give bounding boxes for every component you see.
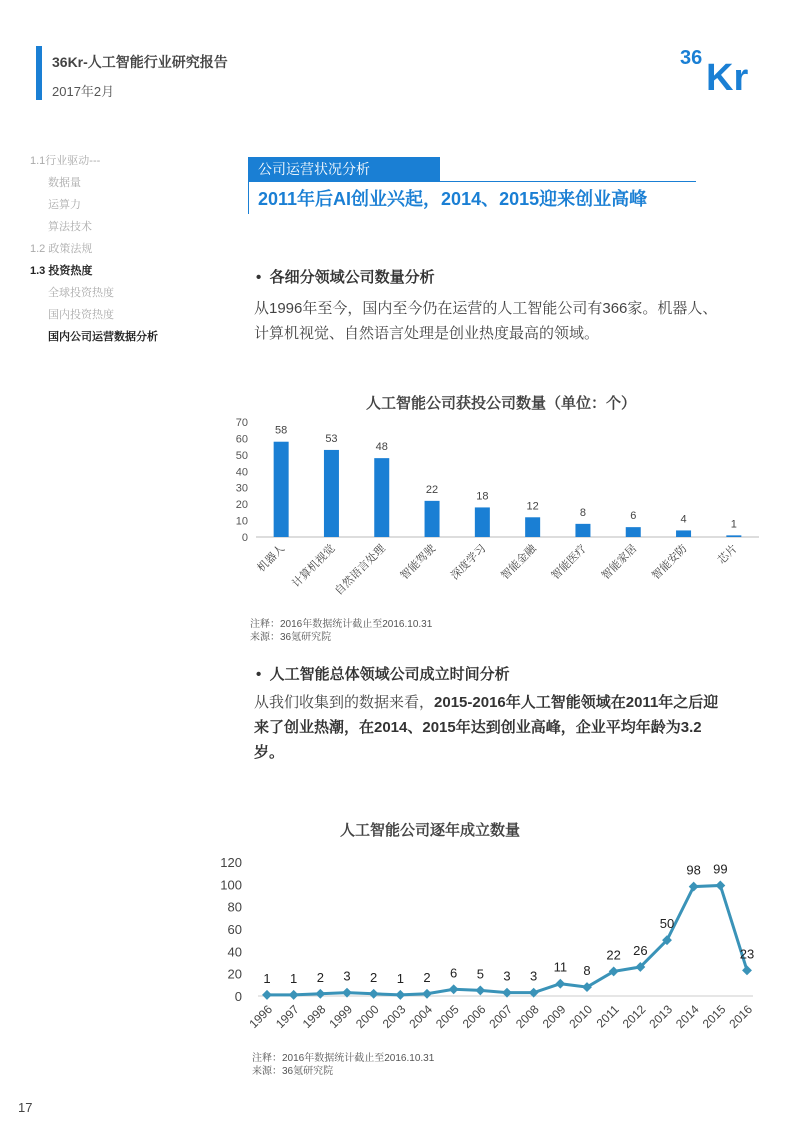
bar-data-label: 6 (630, 510, 637, 523)
data-point (449, 984, 459, 994)
point-data-label: 8 (583, 963, 591, 979)
x-tick-label: 2011 (593, 1002, 622, 1031)
x-tick-label: 1997 (273, 1002, 302, 1032)
point-data-label: 98 (686, 862, 701, 878)
paragraph-1: 从1996年至今，国内至今仍在运营的人工智能公司有366家。机器人、计算机视觉、自然语言处理是创业热度最高的领域。 (254, 300, 718, 342)
bullet-text: 各细分领域公司数量分析 (269, 269, 435, 286)
point-data-label: 3 (503, 968, 511, 984)
y-tick-label: 0 (241, 532, 248, 544)
toc-item[interactable]: 算法技术 (48, 221, 92, 233)
data-point (555, 979, 565, 989)
point-data-label: 1 (396, 970, 404, 986)
page-number: 17 (18, 1100, 33, 1115)
toc-item[interactable]: 运算力 (48, 199, 81, 211)
bar (726, 535, 741, 537)
bar (274, 442, 289, 537)
data-point (689, 882, 699, 892)
bar (626, 527, 641, 537)
x-tick-label: 1996 (246, 1002, 276, 1032)
bar (525, 517, 540, 537)
x-tick-label: 2009 (539, 1002, 569, 1032)
toc-item[interactable]: 国内投资热度 (48, 309, 114, 321)
bar (425, 501, 440, 537)
toc-item[interactable]: 1.1行业驱动--- (30, 155, 101, 167)
paragraph-2-bold: 2015-2016年人工智能领域在2011年之后迎来了创业热潮，在2014、2015年达到创业高峰，企业平均年龄为3.2 岁。 (254, 694, 719, 761)
y-tick-label: 80 (227, 899, 242, 915)
y-tick-label: 10 (235, 515, 248, 528)
x-tick-label: 2008 (513, 1002, 542, 1032)
toc-item[interactable]: 数据量 (48, 177, 81, 189)
logo-bottom-text: Kr (706, 57, 749, 94)
chart1-source-line: 来源：36氪研究院 (250, 632, 332, 643)
bar-data-label: 1 (730, 518, 737, 531)
point-data-label: 1 (263, 970, 271, 986)
x-tick-label: 智能医疗 (549, 542, 590, 583)
y-tick-label: 30 (235, 482, 248, 495)
x-tick-label: 芯片 (715, 542, 740, 567)
bar (475, 507, 490, 537)
data-point (315, 989, 325, 999)
bar-data-label: 4 (680, 513, 687, 526)
data-point (715, 881, 725, 891)
y-tick-label: 50 (235, 449, 248, 462)
line-chart-title: 人工智能公司逐年成立数量 (340, 822, 521, 839)
data-point (742, 965, 752, 975)
chart1-notes (250, 618, 432, 644)
chart2-note-line: 注释：2016年数据统计截止至2016.10.31 (252, 1053, 435, 1064)
bar-data-label: 53 (325, 432, 338, 445)
bullet-dot: • (256, 666, 270, 683)
toc-item[interactable]: 全球投资热度 (48, 287, 114, 299)
bar-chart (222, 408, 767, 618)
y-tick-label: 20 (235, 499, 248, 512)
data-point (289, 990, 299, 1000)
table-of-contents (30, 150, 158, 348)
point-data-label: 3 (530, 968, 538, 984)
line-chart (205, 850, 765, 1050)
point-data-label: 2 (316, 969, 324, 985)
y-tick-label: 100 (220, 877, 242, 893)
toc-item[interactable]: 国内公司运营数据分析 (48, 331, 158, 343)
x-tick-label: 2012 (619, 1002, 649, 1032)
report-title: 36Kr-人工智能行业研究报告 (52, 54, 228, 70)
bar-data-label: 48 (375, 441, 388, 454)
x-tick-label: 2016 (726, 1002, 756, 1032)
point-data-label: 6 (450, 965, 458, 981)
data-point (262, 990, 272, 1000)
bar-chart-title: 人工智能公司获投公司数量（单位：个） (366, 395, 637, 412)
section-heading: 2011年后AI创业兴起，2014、2015迎来创业高峰 (258, 189, 648, 209)
point-data-label: 3 (343, 968, 351, 984)
bar (324, 450, 339, 537)
toc-item[interactable]: 1.3 投资热度 (30, 265, 93, 277)
bullet-title-2 (256, 663, 510, 684)
y-tick-label: 0 (234, 989, 242, 1004)
bar-data-label: 58 (275, 424, 288, 437)
bar-data-label: 22 (425, 483, 439, 496)
report-date: 2017年2月 (52, 84, 115, 99)
bullet-dot: • (256, 269, 270, 286)
data-point (422, 989, 432, 999)
point-data-label: 5 (476, 966, 484, 982)
logo-top-text: 36 (680, 47, 703, 69)
x-tick-label: 1998 (299, 1002, 329, 1032)
bar-data-label: 12 (526, 500, 539, 513)
y-tick-label: 60 (227, 922, 242, 937)
data-point (369, 989, 379, 999)
x-tick-label: 机器人 (255, 542, 288, 575)
data-point (475, 985, 485, 995)
x-tick-label: 2013 (646, 1002, 676, 1032)
chart2-notes (252, 1052, 434, 1078)
point-data-label: 22 (606, 947, 621, 963)
point-data-label: 50 (659, 916, 675, 932)
point-data-label: 1 (290, 970, 298, 986)
bar (676, 530, 691, 537)
bullet-text: 人工智能总体领域公司成立时间分析 (269, 666, 510, 683)
x-tick-label: 计算机视觉 (290, 542, 338, 591)
y-tick-label: 120 (220, 855, 242, 870)
x-tick-label: 1999 (326, 1002, 356, 1032)
y-tick-label: 40 (235, 466, 248, 479)
point-data-label: 2 (423, 969, 431, 985)
point-data-label: 26 (633, 942, 648, 958)
toc-item[interactable]: 1.2 政策法规 (30, 243, 93, 255)
x-tick-label: 自然语言处理 (332, 542, 388, 598)
chart1-note-line: 注释：2016年数据统计截止至2016.10.31 (250, 619, 433, 630)
paragraph-2 (254, 690, 724, 765)
x-tick-label: 2003 (379, 1002, 409, 1032)
x-tick-label: 2007 (486, 1002, 516, 1032)
x-tick-label: 2004 (406, 1002, 436, 1032)
data-point (395, 990, 405, 1000)
x-tick-label: 2006 (459, 1002, 489, 1032)
x-tick-label: 智能家居 (599, 542, 640, 583)
bar (374, 458, 389, 537)
section-label: 公司运营状况分析 (248, 157, 440, 181)
x-tick-label: 2000 (353, 1002, 382, 1032)
36kr-logo (680, 42, 770, 94)
x-tick-label: 智能驾驶 (398, 542, 439, 583)
point-data-label: 23 (739, 946, 755, 962)
y-tick-label: 20 (227, 966, 242, 982)
y-tick-label: 60 (235, 433, 248, 446)
y-tick-label: 70 (235, 417, 248, 429)
x-tick-label: 智能金融 (499, 542, 539, 583)
point-data-label: 11 (553, 959, 568, 975)
x-tick-label: 智能安防 (650, 542, 690, 583)
x-tick-label: 2014 (673, 1002, 702, 1032)
y-tick-label: 40 (227, 944, 242, 960)
x-tick-label: 2010 (566, 1002, 596, 1032)
x-tick-label: 2005 (433, 1002, 462, 1032)
bar-data-label: 18 (476, 490, 489, 503)
x-tick-label: 深度学习 (448, 542, 489, 583)
header-accent-bar (36, 46, 42, 100)
paragraph-2-plain: 从我们收集到的数据来看， (254, 694, 435, 711)
bar (575, 524, 590, 537)
point-data-label: 2 (370, 969, 378, 985)
point-data-label: 99 (713, 861, 728, 877)
chart2-source-line: 来源：36氪研究院 (252, 1066, 334, 1077)
bullet-title-1 (256, 266, 435, 287)
x-tick-label: 2015 (699, 1002, 729, 1032)
bar-data-label: 8 (579, 506, 587, 519)
